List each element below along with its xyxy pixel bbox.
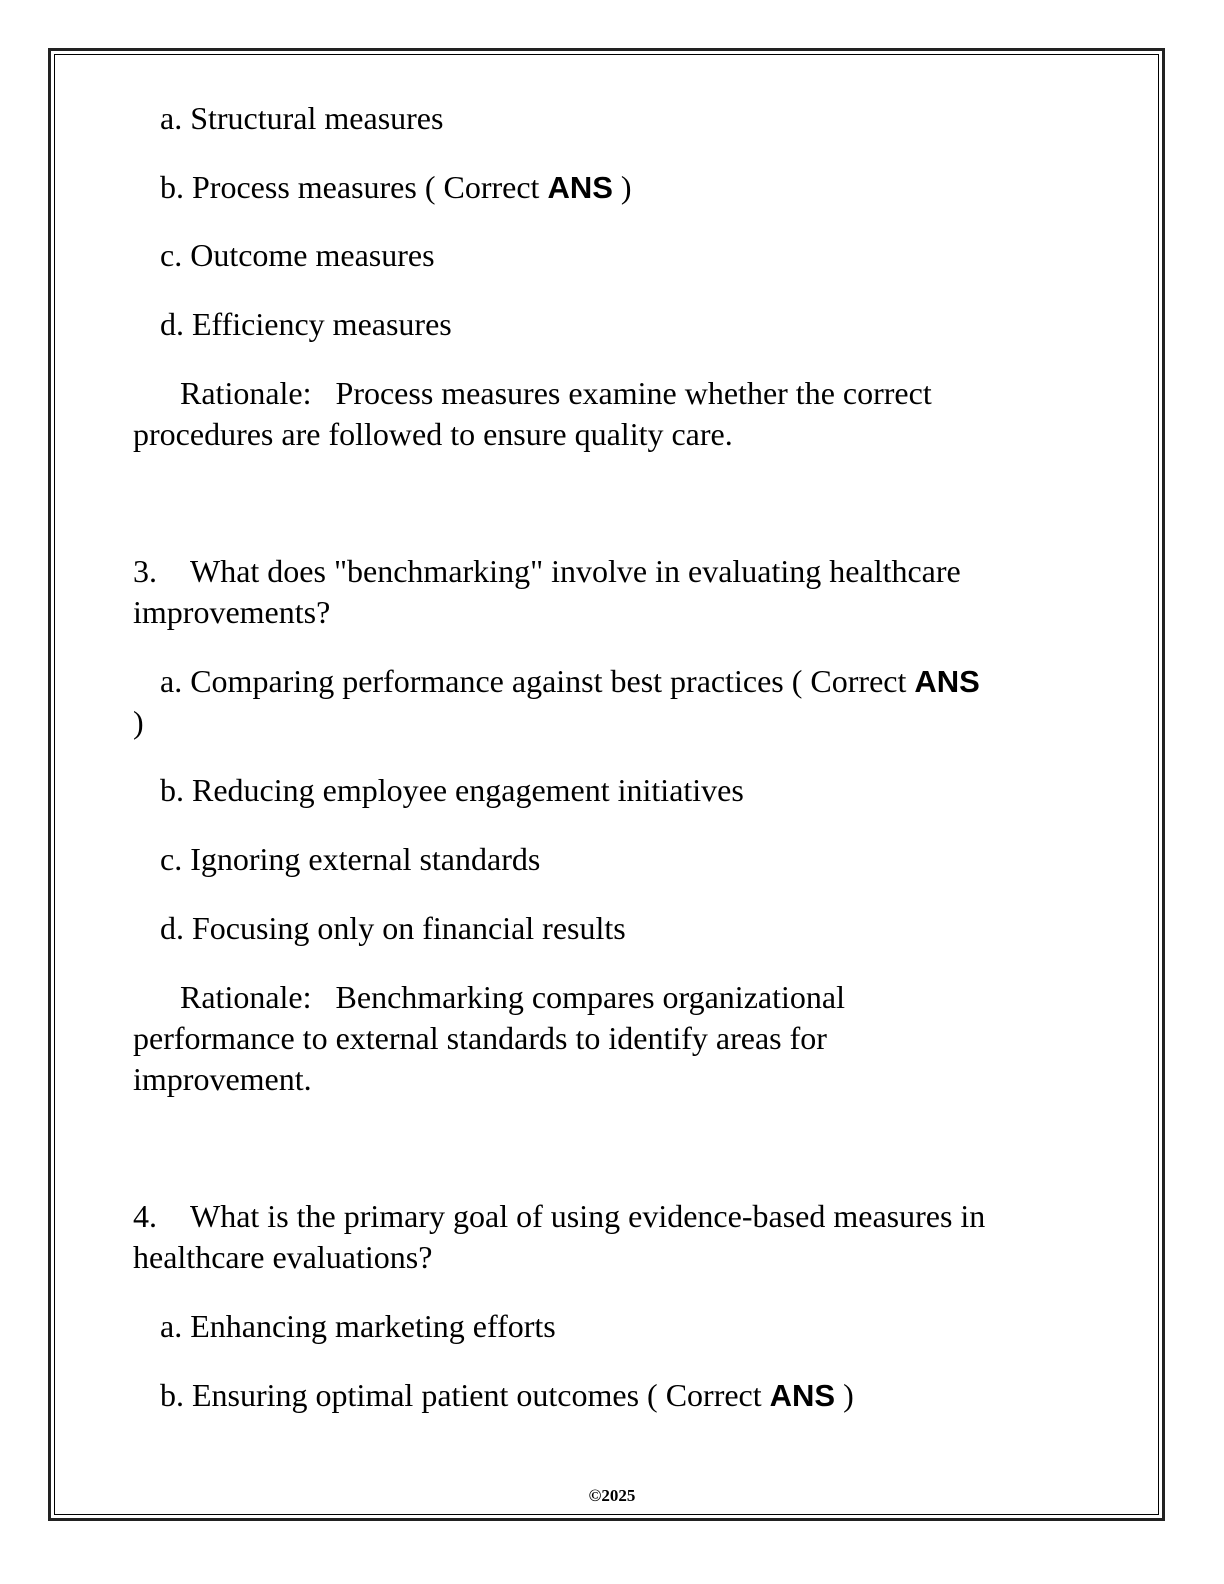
q3-rationale-line: Rationale: Benchmarking compares organizational [180, 979, 845, 1015]
q3-option-b: b. Reducing employee engagement initiatives [160, 772, 744, 808]
correct-answer-marker: ANS [914, 664, 980, 699]
q4-question-line: healthcare evaluations? [133, 1239, 433, 1275]
q2-option-c: c. Outcome measures [160, 237, 435, 273]
option-text: a. Comparing performance against best practices ( Correct [160, 663, 915, 699]
q3-option-d: d. Focusing only on financial results [160, 910, 626, 946]
q3-rationale-line: improvement. [133, 1061, 312, 1097]
q3-rationale-line: performance to external standards to identify areas for [133, 1020, 827, 1056]
correct-answer-marker: ANS [547, 170, 613, 205]
q2-option-d: d. Efficiency measures [160, 306, 452, 342]
q3-number: 3. [133, 553, 157, 589]
q2-option-b [160, 171, 632, 204]
option-suffix: ) [835, 1377, 854, 1413]
correct-answer-marker: ANS [769, 1378, 836, 1413]
option-text: b. Process measures ( Correct [160, 169, 548, 205]
q4-number: 4. [133, 1198, 157, 1234]
q3-option-c: c. Ignoring external standards [160, 841, 541, 877]
q3-question-line: What does "benchmarking" involve in evaluating healthcare [190, 553, 961, 589]
q3-option-a-suffix: ) [133, 704, 144, 740]
q4-option-b [160, 1379, 854, 1412]
q3-question-line: improvements? [133, 594, 331, 630]
copyright-footer: ©2025 [588, 1486, 636, 1505]
q2-rationale-line: procedures are followed to ensure quality care. [133, 416, 733, 452]
q3-option-a [160, 665, 980, 698]
q4-option-a: a. Enhancing marketing efforts [160, 1308, 556, 1344]
q2-option-a: a. Structural measures [160, 100, 444, 136]
option-suffix: ) [612, 169, 632, 205]
q4-question-line: What is the primary goal of using evidence-based measures in [190, 1198, 986, 1234]
option-text: b. Ensuring optimal patient outcomes ( Correct [160, 1377, 770, 1413]
q2-rationale-line: Rationale: Process measures examine whether the correct [180, 375, 932, 411]
